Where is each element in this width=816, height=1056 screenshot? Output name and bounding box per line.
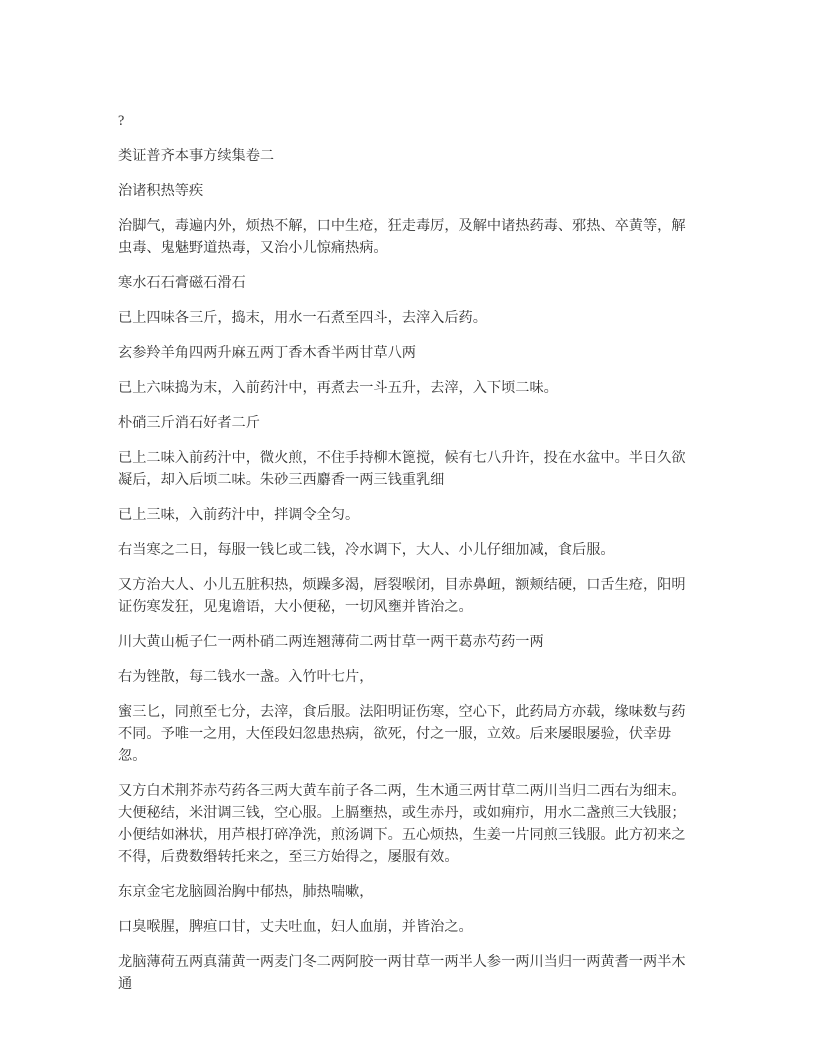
section-heading: 治诸积热等疾 <box>118 183 204 199</box>
paragraph: 又方治大人、小儿五脏积热，烦躁多渴，唇裂喉闭，目赤鼻衄，额颊结硬，口舌生疮，阳明证伤寒发狂，见鬼谵语，大小便秘，一切风壅并皆治之。 <box>118 577 686 615</box>
paragraph: 治脚气，毒遍内外，烦热不解，口中生疮，狂走毒厉，及解中诸热药毒、邪热、卒黄等，解虫毒、鬼魅野道热毒，又治小儿惊痛热病。 <box>118 218 686 256</box>
paragraph: 已上四味各三斤，捣末，用水一石煮至四斗，去滓入后药。 <box>118 310 487 326</box>
paragraph: 又方白术荆芥赤芍药各三两大黄车前子各二两，生木通三两甘草二两川当归二西右为细末。大便秘结，米泔调三钱，空心服。上膈壅热，或生赤丹，或如痈疖，用水二盏煎三大钱服；小便结如淋状，用芦根打碎净洗，煎汤调下。五心烦热，生姜一片同煎三钱服。此方初来之不得，后费数缗转托来之，至三方始得之，屡服有效。 <box>118 783 686 865</box>
paragraph: 已上六味捣为末，入前药汁中，再煮去一斗五升，去滓，入下顷二味。 <box>118 380 558 396</box>
recipe-ingredients: 朴硝三斤消石好者二斤 <box>118 415 260 431</box>
document-body <box>118 110 698 995</box>
paragraph: 蜜三匕，同煎至七分，去滓，食后服。法阳明证伤寒，空心下，此药局方亦载，缘味数与药不同。予唯一之用，大侄段妇忽患热病，欲死，付之一服，立效。后来屡眼屡验，伏幸毋忽。 <box>118 704 686 764</box>
paragraph: 已上三味，入前药汁中，拌调令全匀。 <box>118 507 360 523</box>
paragraph: 右为锉散，每二钱水一盏。入竹叶七片， <box>118 669 374 685</box>
document-title: 类证普齐本事方续集卷二 <box>118 148 275 164</box>
page-marker: ? <box>118 113 125 129</box>
paragraph: 已上二味入前药汁中，微火煎，不住手持柳木篦搅，候有七八升许，投在水盆中。半日久欲凝后，却入后顷二味。朱砂三西麝香一两三钱重乳细 <box>118 450 686 488</box>
paragraph: 东京金宅龙脑圆治胸中郁热，肺热喘嗽， <box>118 884 374 900</box>
recipe-ingredients: 龙脑薄荷五两真蒲黄一两麦门冬二两阿胶一两甘草一两半人参一两川当归一两黄耆一两半木通 <box>118 954 686 992</box>
recipe-ingredients: 玄参羚羊角四两升麻五两丁香木香半两甘草八两 <box>118 345 416 361</box>
paragraph: 口臭喉腥，脾疸口甘，丈夫吐血，妇人血崩，并皆治之。 <box>118 919 473 935</box>
recipe-ingredients: 寒水石石膏磁石滑石 <box>118 275 246 291</box>
paragraph: 右当寒之二日，每服一钱匕或二钱，冷水调下，大人、小儿仔细加减，食后服。 <box>118 542 615 558</box>
recipe-ingredients: 川大黄山栀子仁一两朴硝二两连翘薄荷二两甘草一两干葛赤芍药一两 <box>118 634 544 650</box>
